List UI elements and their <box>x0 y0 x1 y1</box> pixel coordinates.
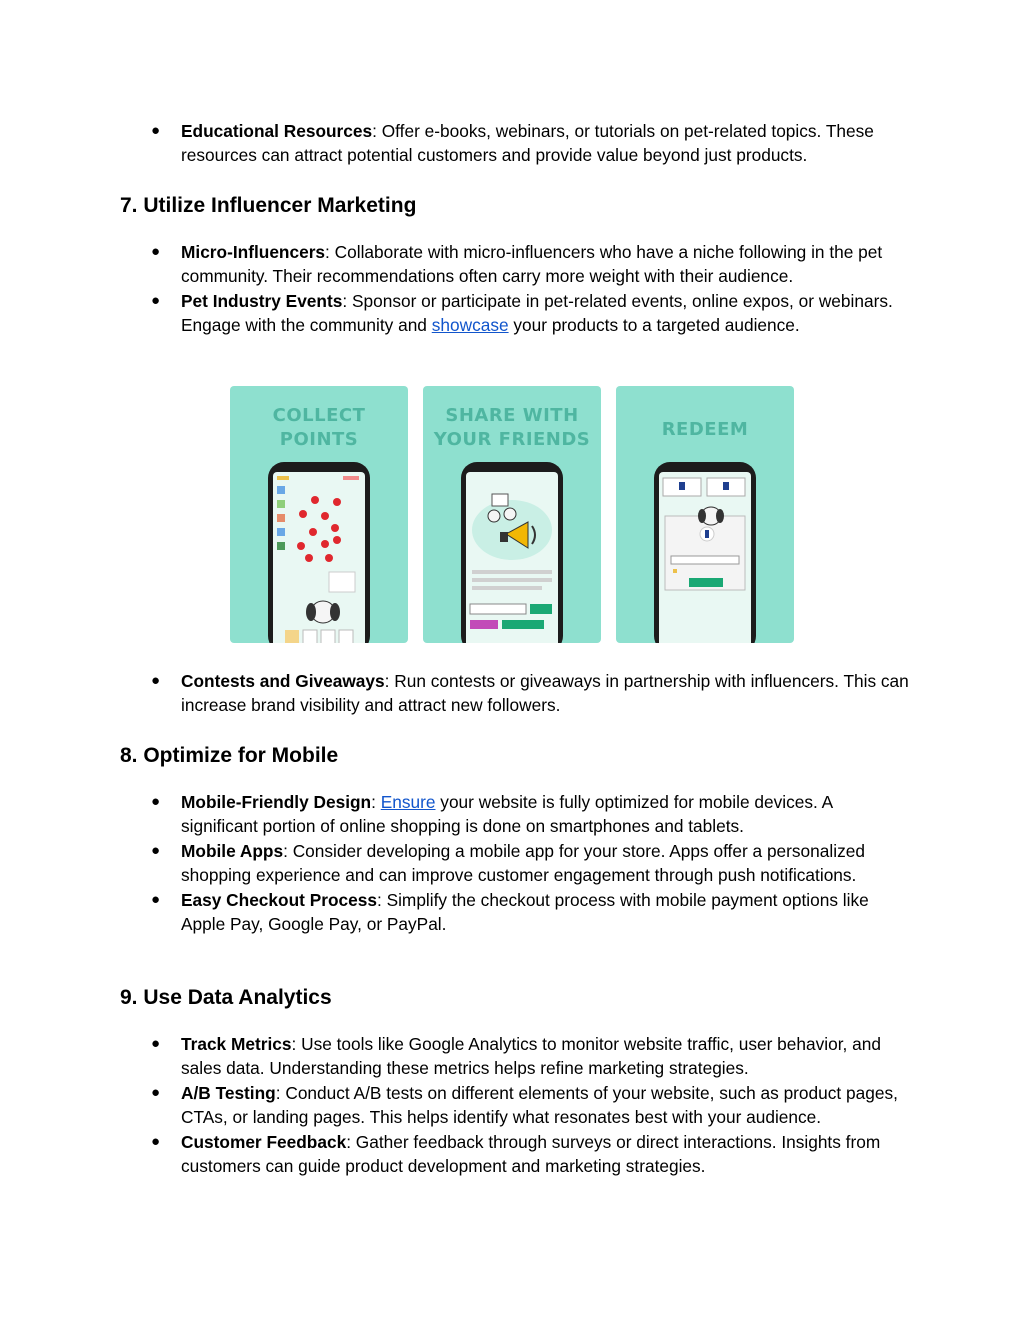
bullet-dot: ● <box>151 291 161 309</box>
panel-title-line2: POINTS <box>279 429 359 450</box>
collect-points-screen-art <box>273 472 365 643</box>
phone-screen <box>466 472 558 643</box>
share-screen-art <box>466 472 558 643</box>
ensure-link[interactable]: Ensure <box>380 792 436 812</box>
item-text: Simplify the checkout process with mobile payment options like Apple Pay, Google Pay, or PayPal. <box>181 889 869 935</box>
list-item <box>0 839 909 888</box>
bullet-dot: ● <box>151 672 161 689</box>
item-term: Mobile Apps <box>181 840 284 861</box>
item-term: Pet Industry Events <box>181 290 343 311</box>
bullet-list <box>0 119 1024 168</box>
item-text: Offer e-books, webinars, or tutorials on pet-related topics. These resources can attract potential customers and provide value beyond just products. <box>181 121 874 166</box>
panel-title-line1: SHARE WITH <box>445 405 579 426</box>
bullet-dot: ● <box>151 122 161 139</box>
phone-screen <box>273 472 365 643</box>
item-text: Use tools like Google Analytics to monitor website traffic, user behavior, and sales data. Understanding these metrics helps refine marketing strategies. <box>181 1034 881 1079</box>
panel-title-line1: REDEEM <box>661 419 749 440</box>
item-separator: : <box>291 1034 302 1054</box>
item-term: Educational Resources <box>181 121 373 141</box>
bullet-dot: ● <box>151 890 161 908</box>
item-term: Mobile-Friendly Design <box>181 792 372 812</box>
item-text: your website is fully optimized for mobile devices. A significant portion of online shopping is done on smartphones and tablets. <box>181 792 833 837</box>
bullet-list <box>0 240 1024 338</box>
bullet-list <box>0 790 1024 936</box>
phone-screen <box>659 472 751 643</box>
list-item <box>0 1032 909 1081</box>
section-heading: 8. Optimize for Mobile <box>120 744 339 767</box>
item-term: Track Metrics <box>181 1034 292 1054</box>
list-item <box>0 790 909 839</box>
list-item <box>0 119 909 168</box>
item-term: Customer Feedback <box>181 1131 347 1152</box>
showcase-link[interactable]: showcase <box>431 315 509 336</box>
item-text: Consider developing a mobile app for your store. Apps offer a personalized shopping experience and can improve customer engagement through push notifications. <box>181 840 865 886</box>
panel-title-line1: COLLECT <box>272 405 366 426</box>
section-heading: 7. Utilize Influencer Marketing <box>120 194 417 217</box>
item-separator: : <box>325 242 335 262</box>
app-screenshots-figure <box>230 386 796 643</box>
bullet-dot: ● <box>151 1132 161 1150</box>
item-separator: : <box>372 121 382 141</box>
item-text: Conduct A/B tests on different elements of your website, such as product pages, CTAs, or landing pages. This helps identify what resonates best with your audience. <box>181 1082 898 1128</box>
panel-title-line2: YOUR FRIENDS <box>433 429 591 450</box>
redeem-panel <box>616 386 794 643</box>
redeem-screen-art <box>659 472 751 643</box>
bullet-dot: ● <box>151 1083 161 1101</box>
bullet-dot: ● <box>151 243 161 260</box>
share-with-friends-panel <box>423 386 601 643</box>
phone-mockup <box>461 462 563 643</box>
phone-mockup <box>268 462 370 643</box>
item-separator: : <box>342 290 352 311</box>
item-text: Gather feedback through surveys or direct interactions. Insights from customers can guide product development and marketing strategies. <box>181 1131 881 1177</box>
list-item <box>0 1130 909 1179</box>
item-term: Micro-Influencers <box>181 242 326 262</box>
item-separator: : <box>384 671 395 691</box>
item-separator: : <box>371 792 381 812</box>
phone-mockup <box>654 462 756 643</box>
item-separator: : <box>376 889 387 910</box>
item-separator: : <box>275 1082 286 1103</box>
list-item <box>0 888 909 937</box>
bullet-dot: ● <box>151 793 161 810</box>
list-item <box>0 240 909 289</box>
bullet-dot: ● <box>151 1035 161 1052</box>
item-text: Run contests or giveaways in partnership with influencers. This can increase brand visibility and attract new followers. <box>181 671 909 716</box>
bullet-list <box>0 669 1024 718</box>
collect-points-panel <box>230 386 408 643</box>
bullet-dot: ● <box>151 841 161 859</box>
list-item <box>0 1081 909 1130</box>
list-item <box>0 669 909 718</box>
heart-icons <box>297 496 341 562</box>
item-term: A/B Testing <box>181 1082 276 1103</box>
section-heading: 9. Use Data Analytics <box>120 986 332 1009</box>
item-separator: : <box>283 840 293 861</box>
bullet-list <box>0 1032 1024 1178</box>
item-term: Contests and Giveaways <box>181 671 385 691</box>
item-term: Easy Checkout Process <box>181 889 377 910</box>
item-text: Collaborate with micro-influencers who have a niche following in the pet community. Their recommendations often carry more weight with their audience. <box>181 242 883 287</box>
list-item <box>0 289 909 338</box>
item-separator: : <box>346 1131 356 1152</box>
item-text: your products to a targeted audience. <box>508 315 800 336</box>
item-text: Sponsor or participate in pet-related events, online expos, or webinars. Engage with the community and <box>181 290 893 336</box>
